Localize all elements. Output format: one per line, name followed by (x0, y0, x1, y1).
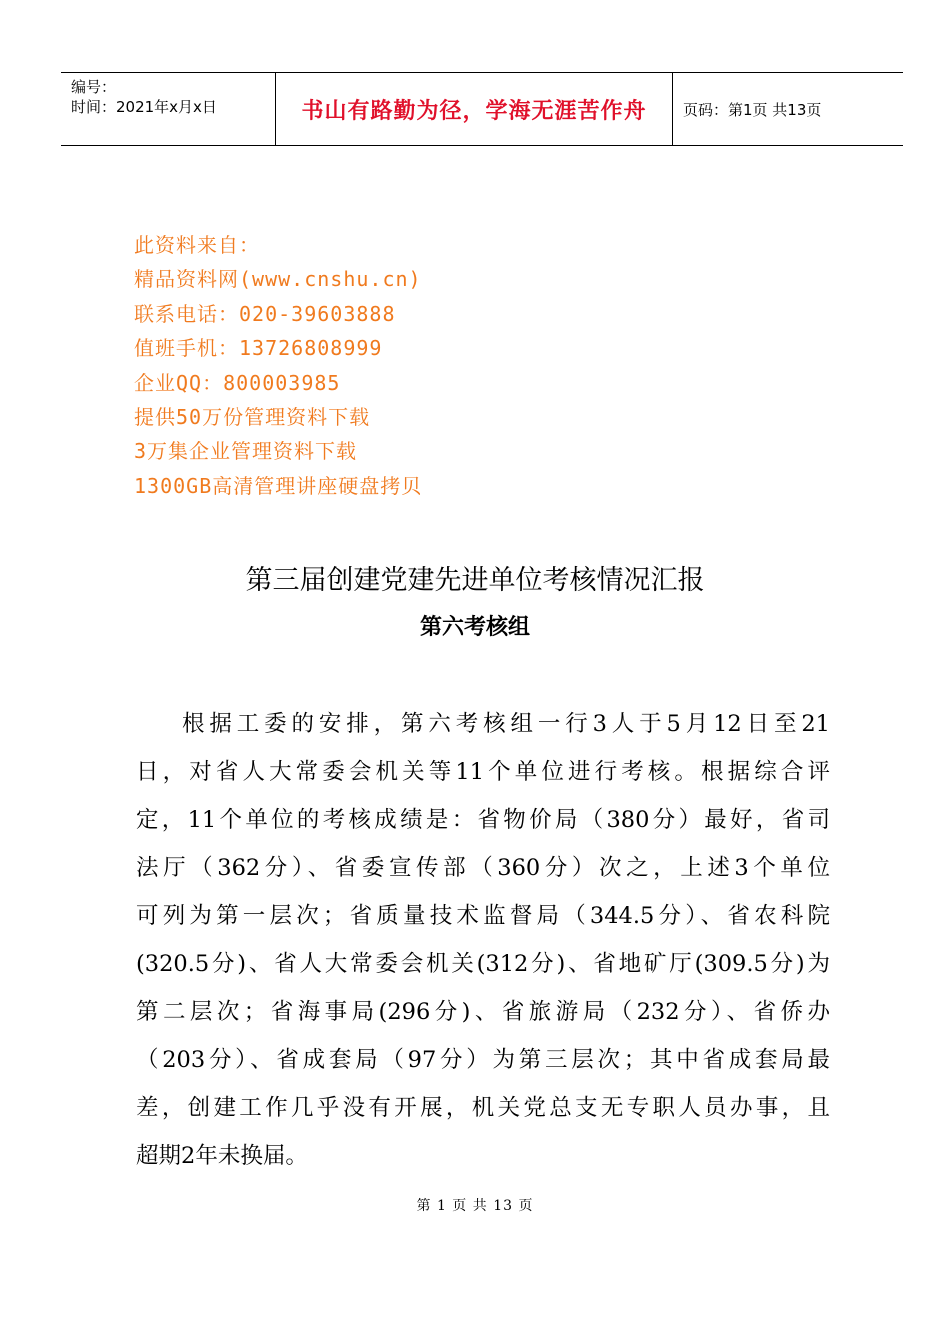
page-header (61, 72, 903, 146)
header-motto: 书山有路勤为径，学海无涯苦作舟 (276, 73, 673, 145)
document-title: 第三届创建党建先进单位考核情况汇报 (245, 565, 705, 596)
body-line: 根据工委的安排，第六考核组一行3人于5月12日至21 (182, 711, 830, 737)
body-line: （203分）、省成套局（97分）为第三层次；其中省成套局最 (136, 1047, 830, 1073)
body-line: 法厅（362分）、省委宣传部（360分）次之，上述3个单位 (136, 855, 830, 881)
source-line: 此资料来自： (134, 233, 260, 257)
body-line: 日，对省人大常委会机关等11个单位进行考核。根据综合评 (136, 759, 830, 785)
document-subtitle: 第六考核组 (419, 615, 530, 640)
body-line: 第二层次；省海事局(296分)、省旅游局（232分）、省侨办 (136, 999, 830, 1025)
body-line: 定，11个单位的考核成绩是：省物价局（380分）最好，省司 (136, 807, 830, 833)
source-line: 1300GB高清管理讲座硬盘拷贝 (134, 473, 423, 498)
source-line: 精品资料网(www.cnshu.cn) (134, 267, 422, 292)
number-label: 编号： (71, 78, 117, 96)
body-line: 可列为第一层次；省质量技术监督局（344.5分）、省农科院 (136, 903, 830, 929)
source-line: 3万集企业管理资料下载 (134, 439, 358, 464)
body-paragraph (136, 700, 830, 1180)
header-page-info: 页码：第1页 共13页 (683, 100, 822, 119)
source-line: 值班手机：13726808999 (134, 336, 383, 361)
source-line: 联系电话：020-39603888 (134, 301, 396, 326)
body-line: 差，创建工作几乎没有开展，机关党总支无专职人员办事，且 (136, 1095, 830, 1121)
body-line: 超期2年未换届。 (136, 1143, 308, 1169)
page-footer: 第 1 页 共 13 页 (416, 1198, 534, 1214)
body-line: (320.5分)、省人大常委会机关(312分)、省地矿厅(309.5分)为 (136, 951, 830, 977)
source-info-block (134, 228, 422, 503)
time-label: 时间：2021年x月x日 (71, 98, 217, 116)
source-line: 企业QQ：800003985 (134, 370, 341, 395)
header-meta-cell (61, 73, 276, 145)
source-line: 提供50万份管理资料下载 (134, 404, 371, 429)
